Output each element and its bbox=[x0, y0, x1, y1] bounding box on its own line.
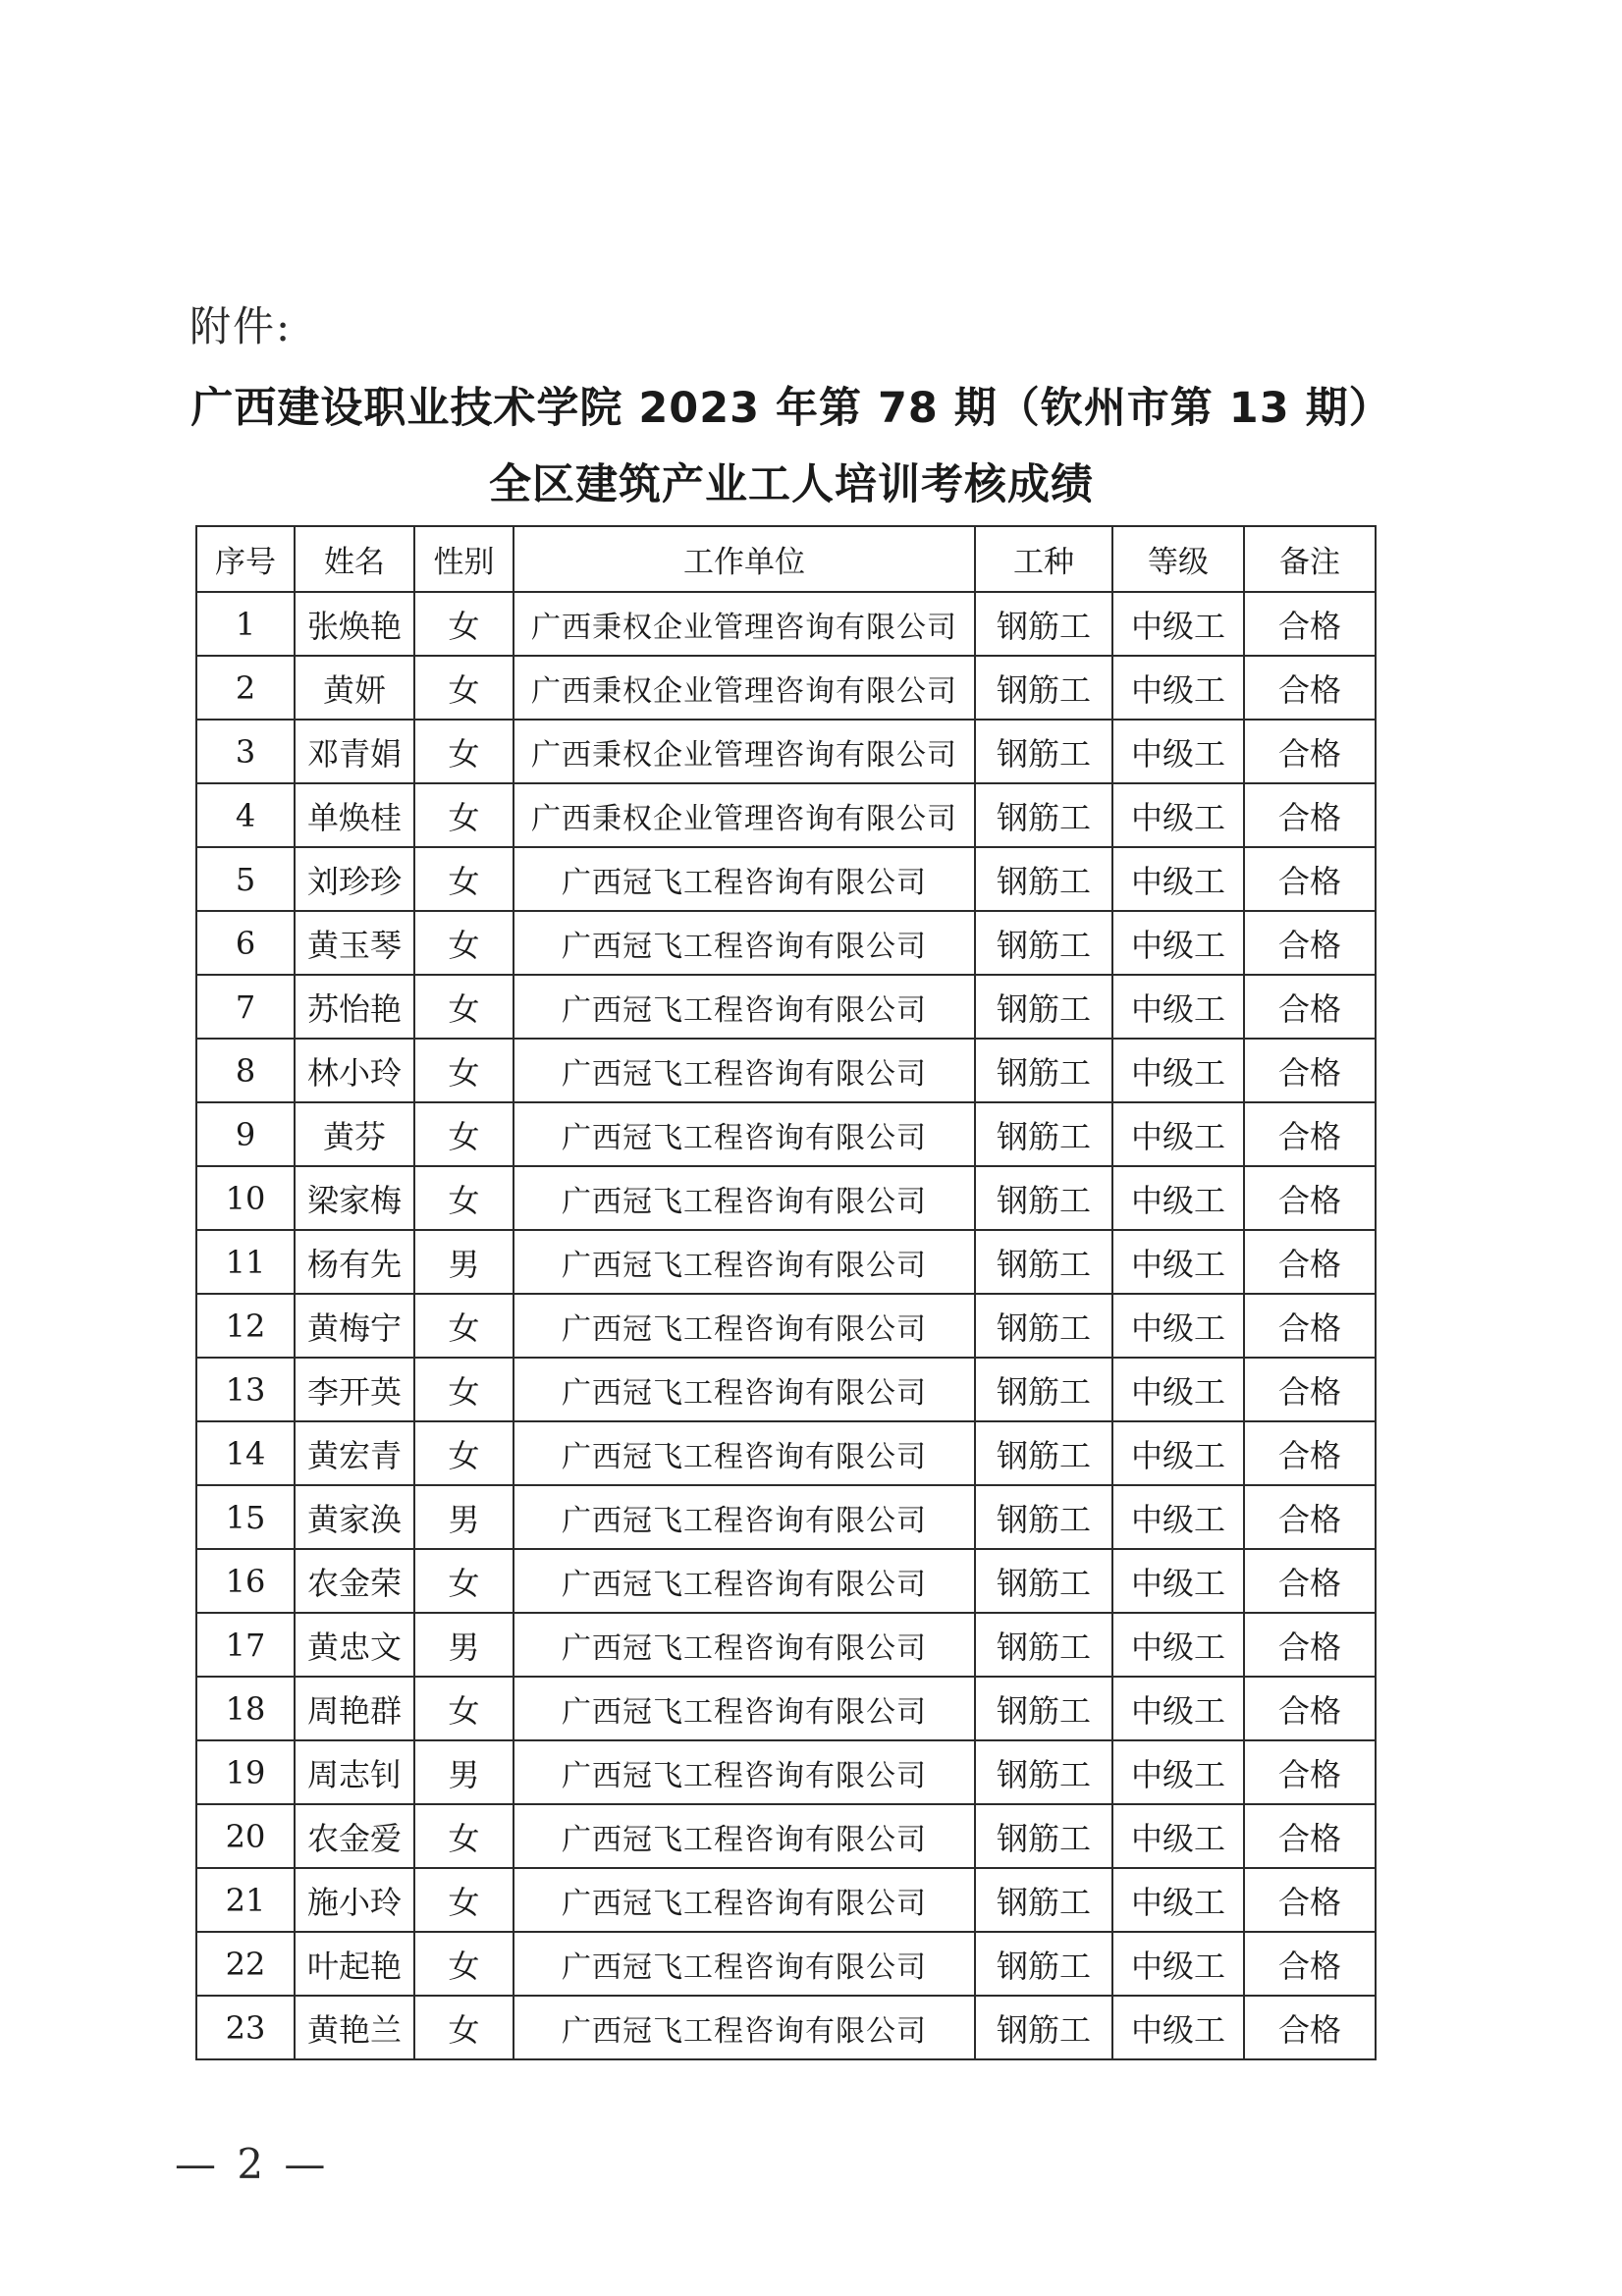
cell-trade: 钢筋工 bbox=[975, 1485, 1112, 1549]
table-row bbox=[196, 1677, 1376, 1740]
cell-name: 施小玲 bbox=[295, 1868, 414, 1932]
cell-level: 中级工 bbox=[1112, 1102, 1244, 1166]
cell-trade: 钢筋工 bbox=[975, 1996, 1112, 2059]
cell-remarks: 合格 bbox=[1244, 1358, 1376, 1421]
cell-gender: 女 bbox=[414, 720, 514, 783]
cell-work-unit: 广西冠飞工程咨询有限公司 bbox=[514, 1102, 975, 1166]
table-row bbox=[196, 1932, 1376, 1996]
cell-remarks: 合格 bbox=[1244, 1740, 1376, 1804]
cell-remarks: 合格 bbox=[1244, 1932, 1376, 1996]
cell-gender: 男 bbox=[414, 1230, 514, 1294]
cell-gender: 女 bbox=[414, 1932, 514, 1996]
table-row bbox=[196, 592, 1376, 656]
cell-trade: 钢筋工 bbox=[975, 1039, 1112, 1102]
cell-trade: 钢筋工 bbox=[975, 783, 1112, 847]
cell-work-unit: 广西冠飞工程咨询有限公司 bbox=[514, 1740, 975, 1804]
cell-gender: 女 bbox=[414, 847, 514, 911]
cell-serial-number: 2 bbox=[196, 656, 295, 720]
header-serial-number: 序号 bbox=[196, 526, 295, 592]
cell-serial-number: 21 bbox=[196, 1868, 295, 1932]
cell-name: 梁家梅 bbox=[295, 1166, 414, 1230]
cell-name: 周志钊 bbox=[295, 1740, 414, 1804]
cell-name: 黄家涣 bbox=[295, 1485, 414, 1549]
table-row bbox=[196, 1740, 1376, 1804]
cell-level: 中级工 bbox=[1112, 1549, 1244, 1613]
cell-name: 黄梅宁 bbox=[295, 1294, 414, 1358]
cell-level: 中级工 bbox=[1112, 656, 1244, 720]
header-remarks: 备注 bbox=[1244, 526, 1376, 592]
cell-remarks: 合格 bbox=[1244, 1421, 1376, 1485]
score-table bbox=[195, 525, 1377, 2060]
cell-name: 农金荣 bbox=[295, 1549, 414, 1613]
cell-serial-number: 15 bbox=[196, 1485, 295, 1549]
cell-serial-number: 7 bbox=[196, 975, 295, 1039]
cell-trade: 钢筋工 bbox=[975, 975, 1112, 1039]
cell-name: 杨有先 bbox=[295, 1230, 414, 1294]
cell-remarks: 合格 bbox=[1244, 656, 1376, 720]
cell-trade: 钢筋工 bbox=[975, 1294, 1112, 1358]
cell-trade: 钢筋工 bbox=[975, 1421, 1112, 1485]
cell-level: 中级工 bbox=[1112, 1677, 1244, 1740]
cell-work-unit: 广西冠飞工程咨询有限公司 bbox=[514, 1039, 975, 1102]
header-work-unit: 工作单位 bbox=[514, 526, 975, 592]
cell-remarks: 合格 bbox=[1244, 1039, 1376, 1102]
cell-trade: 钢筋工 bbox=[975, 1102, 1112, 1166]
table-row bbox=[196, 1358, 1376, 1421]
cell-name: 林小玲 bbox=[295, 1039, 414, 1102]
cell-level: 中级工 bbox=[1112, 1358, 1244, 1421]
cell-name: 黄忠文 bbox=[295, 1613, 414, 1677]
cell-gender: 女 bbox=[414, 1996, 514, 2059]
cell-gender: 女 bbox=[414, 1804, 514, 1868]
cell-name: 黄艳兰 bbox=[295, 1996, 414, 2059]
cell-trade: 钢筋工 bbox=[975, 720, 1112, 783]
header-level: 等级 bbox=[1112, 526, 1244, 592]
cell-work-unit: 广西冠飞工程咨询有限公司 bbox=[514, 847, 975, 911]
cell-remarks: 合格 bbox=[1244, 720, 1376, 783]
cell-work-unit: 广西冠飞工程咨询有限公司 bbox=[514, 1804, 975, 1868]
cell-remarks: 合格 bbox=[1244, 1677, 1376, 1740]
cell-serial-number: 16 bbox=[196, 1549, 295, 1613]
cell-gender: 女 bbox=[414, 1039, 514, 1102]
table-row bbox=[196, 847, 1376, 911]
table-header-row bbox=[196, 526, 1376, 592]
cell-serial-number: 10 bbox=[196, 1166, 295, 1230]
table-row bbox=[196, 783, 1376, 847]
cell-work-unit: 广西冠飞工程咨询有限公司 bbox=[514, 1166, 975, 1230]
cell-name: 农金爱 bbox=[295, 1804, 414, 1868]
cell-serial-number: 11 bbox=[196, 1230, 295, 1294]
cell-name: 黄宏青 bbox=[295, 1421, 414, 1485]
cell-work-unit: 广西秉权企业管理咨询有限公司 bbox=[514, 783, 975, 847]
cell-name: 黄芬 bbox=[295, 1102, 414, 1166]
cell-level: 中级工 bbox=[1112, 847, 1244, 911]
cell-serial-number: 22 bbox=[196, 1932, 295, 1996]
cell-level: 中级工 bbox=[1112, 1740, 1244, 1804]
cell-work-unit: 广西冠飞工程咨询有限公司 bbox=[514, 975, 975, 1039]
cell-serial-number: 23 bbox=[196, 1996, 295, 2059]
cell-serial-number: 1 bbox=[196, 592, 295, 656]
cell-gender: 女 bbox=[414, 1294, 514, 1358]
cell-level: 中级工 bbox=[1112, 1804, 1244, 1868]
cell-serial-number: 4 bbox=[196, 783, 295, 847]
cell-gender: 女 bbox=[414, 911, 514, 975]
table-row bbox=[196, 1549, 1376, 1613]
cell-work-unit: 广西冠飞工程咨询有限公司 bbox=[514, 1868, 975, 1932]
cell-level: 中级工 bbox=[1112, 911, 1244, 975]
cell-gender: 男 bbox=[414, 1485, 514, 1549]
cell-level: 中级工 bbox=[1112, 1039, 1244, 1102]
cell-serial-number: 13 bbox=[196, 1358, 295, 1421]
cell-level: 中级工 bbox=[1112, 1421, 1244, 1485]
header-trade: 工种 bbox=[975, 526, 1112, 592]
cell-level: 中级工 bbox=[1112, 592, 1244, 656]
cell-gender: 女 bbox=[414, 1421, 514, 1485]
cell-work-unit: 广西秉权企业管理咨询有限公司 bbox=[514, 720, 975, 783]
cell-gender: 女 bbox=[414, 975, 514, 1039]
cell-name: 邓青娟 bbox=[295, 720, 414, 783]
cell-remarks: 合格 bbox=[1244, 1102, 1376, 1166]
cell-remarks: 合格 bbox=[1244, 1294, 1376, 1358]
cell-trade: 钢筋工 bbox=[975, 1804, 1112, 1868]
cell-name: 黄玉琴 bbox=[295, 911, 414, 975]
cell-work-unit: 广西冠飞工程咨询有限公司 bbox=[514, 1996, 975, 2059]
cell-level: 中级工 bbox=[1112, 1166, 1244, 1230]
cell-trade: 钢筋工 bbox=[975, 1868, 1112, 1932]
cell-remarks: 合格 bbox=[1244, 1868, 1376, 1932]
cell-remarks: 合格 bbox=[1244, 1230, 1376, 1294]
cell-work-unit: 广西冠飞工程咨询有限公司 bbox=[514, 1932, 975, 1996]
cell-remarks: 合格 bbox=[1244, 847, 1376, 911]
table-row bbox=[196, 720, 1376, 783]
cell-work-unit: 广西冠飞工程咨询有限公司 bbox=[514, 1613, 975, 1677]
cell-gender: 女 bbox=[414, 1677, 514, 1740]
table-row bbox=[196, 656, 1376, 720]
cell-remarks: 合格 bbox=[1244, 975, 1376, 1039]
cell-level: 中级工 bbox=[1112, 1868, 1244, 1932]
cell-level: 中级工 bbox=[1112, 720, 1244, 783]
cell-level: 中级工 bbox=[1112, 1485, 1244, 1549]
cell-work-unit: 广西冠飞工程咨询有限公司 bbox=[514, 911, 975, 975]
cell-serial-number: 19 bbox=[196, 1740, 295, 1804]
cell-gender: 女 bbox=[414, 592, 514, 656]
table-row bbox=[196, 1039, 1376, 1102]
table-row bbox=[196, 1421, 1376, 1485]
cell-work-unit: 广西冠飞工程咨询有限公司 bbox=[514, 1294, 975, 1358]
cell-level: 中级工 bbox=[1112, 1294, 1244, 1358]
table-row bbox=[196, 1804, 1376, 1868]
cell-serial-number: 5 bbox=[196, 847, 295, 911]
cell-work-unit: 广西秉权企业管理咨询有限公司 bbox=[514, 592, 975, 656]
cell-trade: 钢筋工 bbox=[975, 592, 1112, 656]
page-number: — 2 — bbox=[175, 2140, 330, 2188]
cell-trade: 钢筋工 bbox=[975, 1740, 1112, 1804]
cell-level: 中级工 bbox=[1112, 1996, 1244, 2059]
cell-serial-number: 8 bbox=[196, 1039, 295, 1102]
cell-serial-number: 3 bbox=[196, 720, 295, 783]
table-row bbox=[196, 911, 1376, 975]
cell-trade: 钢筋工 bbox=[975, 1230, 1112, 1294]
cell-serial-number: 9 bbox=[196, 1102, 295, 1166]
cell-name: 张焕艳 bbox=[295, 592, 414, 656]
cell-name: 叶起艳 bbox=[295, 1932, 414, 1996]
cell-serial-number: 6 bbox=[196, 911, 295, 975]
cell-serial-number: 17 bbox=[196, 1613, 295, 1677]
table-row bbox=[196, 1230, 1376, 1294]
cell-work-unit: 广西冠飞工程咨询有限公司 bbox=[514, 1549, 975, 1613]
cell-gender: 男 bbox=[414, 1740, 514, 1804]
cell-gender: 女 bbox=[414, 783, 514, 847]
cell-serial-number: 20 bbox=[196, 1804, 295, 1868]
cell-trade: 钢筋工 bbox=[975, 1613, 1112, 1677]
cell-gender: 女 bbox=[414, 1549, 514, 1613]
cell-remarks: 合格 bbox=[1244, 783, 1376, 847]
cell-remarks: 合格 bbox=[1244, 1485, 1376, 1549]
cell-serial-number: 12 bbox=[196, 1294, 295, 1358]
cell-gender: 男 bbox=[414, 1613, 514, 1677]
header-gender: 性别 bbox=[414, 526, 514, 592]
cell-name: 苏怡艳 bbox=[295, 975, 414, 1039]
cell-trade: 钢筋工 bbox=[975, 1677, 1112, 1740]
table-row bbox=[196, 1485, 1376, 1549]
header-name: 姓名 bbox=[295, 526, 414, 592]
cell-work-unit: 广西冠飞工程咨询有限公司 bbox=[514, 1485, 975, 1549]
document-title: 广西建设职业技术学院 2023 年第 78 期（钦州市第 13 期） bbox=[190, 384, 1392, 433]
cell-work-unit: 广西冠飞工程咨询有限公司 bbox=[514, 1358, 975, 1421]
cell-level: 中级工 bbox=[1112, 1932, 1244, 1996]
cell-gender: 女 bbox=[414, 656, 514, 720]
cell-trade: 钢筋工 bbox=[975, 911, 1112, 975]
cell-work-unit: 广西冠飞工程咨询有限公司 bbox=[514, 1677, 975, 1740]
table-row bbox=[196, 975, 1376, 1039]
cell-name: 周艳群 bbox=[295, 1677, 414, 1740]
cell-trade: 钢筋工 bbox=[975, 656, 1112, 720]
cell-remarks: 合格 bbox=[1244, 592, 1376, 656]
cell-name: 单焕桂 bbox=[295, 783, 414, 847]
table-row bbox=[196, 1102, 1376, 1166]
attachment-label: 附件: bbox=[189, 302, 293, 350]
document-subtitle: 全区建筑产业工人培训考核成绩 bbox=[489, 460, 1094, 509]
cell-remarks: 合格 bbox=[1244, 1613, 1376, 1677]
cell-remarks: 合格 bbox=[1244, 911, 1376, 975]
cell-trade: 钢筋工 bbox=[975, 1932, 1112, 1996]
cell-trade: 钢筋工 bbox=[975, 1166, 1112, 1230]
cell-serial-number: 14 bbox=[196, 1421, 295, 1485]
cell-level: 中级工 bbox=[1112, 1613, 1244, 1677]
cell-level: 中级工 bbox=[1112, 975, 1244, 1039]
cell-level: 中级工 bbox=[1112, 1230, 1244, 1294]
cell-gender: 女 bbox=[414, 1102, 514, 1166]
cell-trade: 钢筋工 bbox=[975, 1549, 1112, 1613]
cell-work-unit: 广西冠飞工程咨询有限公司 bbox=[514, 1230, 975, 1294]
cell-work-unit: 广西冠飞工程咨询有限公司 bbox=[514, 1421, 975, 1485]
cell-name: 黄妍 bbox=[295, 656, 414, 720]
table-body bbox=[196, 592, 1376, 2059]
cell-trade: 钢筋工 bbox=[975, 1358, 1112, 1421]
cell-name: 李开英 bbox=[295, 1358, 414, 1421]
table-row bbox=[196, 1166, 1376, 1230]
table-row bbox=[196, 1868, 1376, 1932]
table-row bbox=[196, 1996, 1376, 2059]
cell-gender: 女 bbox=[414, 1868, 514, 1932]
cell-work-unit: 广西秉权企业管理咨询有限公司 bbox=[514, 656, 975, 720]
table-row bbox=[196, 1294, 1376, 1358]
cell-name: 刘珍珍 bbox=[295, 847, 414, 911]
cell-level: 中级工 bbox=[1112, 783, 1244, 847]
cell-remarks: 合格 bbox=[1244, 1549, 1376, 1613]
cell-remarks: 合格 bbox=[1244, 1804, 1376, 1868]
cell-gender: 女 bbox=[414, 1166, 514, 1230]
table-row bbox=[196, 1613, 1376, 1677]
cell-gender: 女 bbox=[414, 1358, 514, 1421]
cell-remarks: 合格 bbox=[1244, 1166, 1376, 1230]
cell-trade: 钢筋工 bbox=[975, 847, 1112, 911]
cell-serial-number: 18 bbox=[196, 1677, 295, 1740]
cell-remarks: 合格 bbox=[1244, 1996, 1376, 2059]
